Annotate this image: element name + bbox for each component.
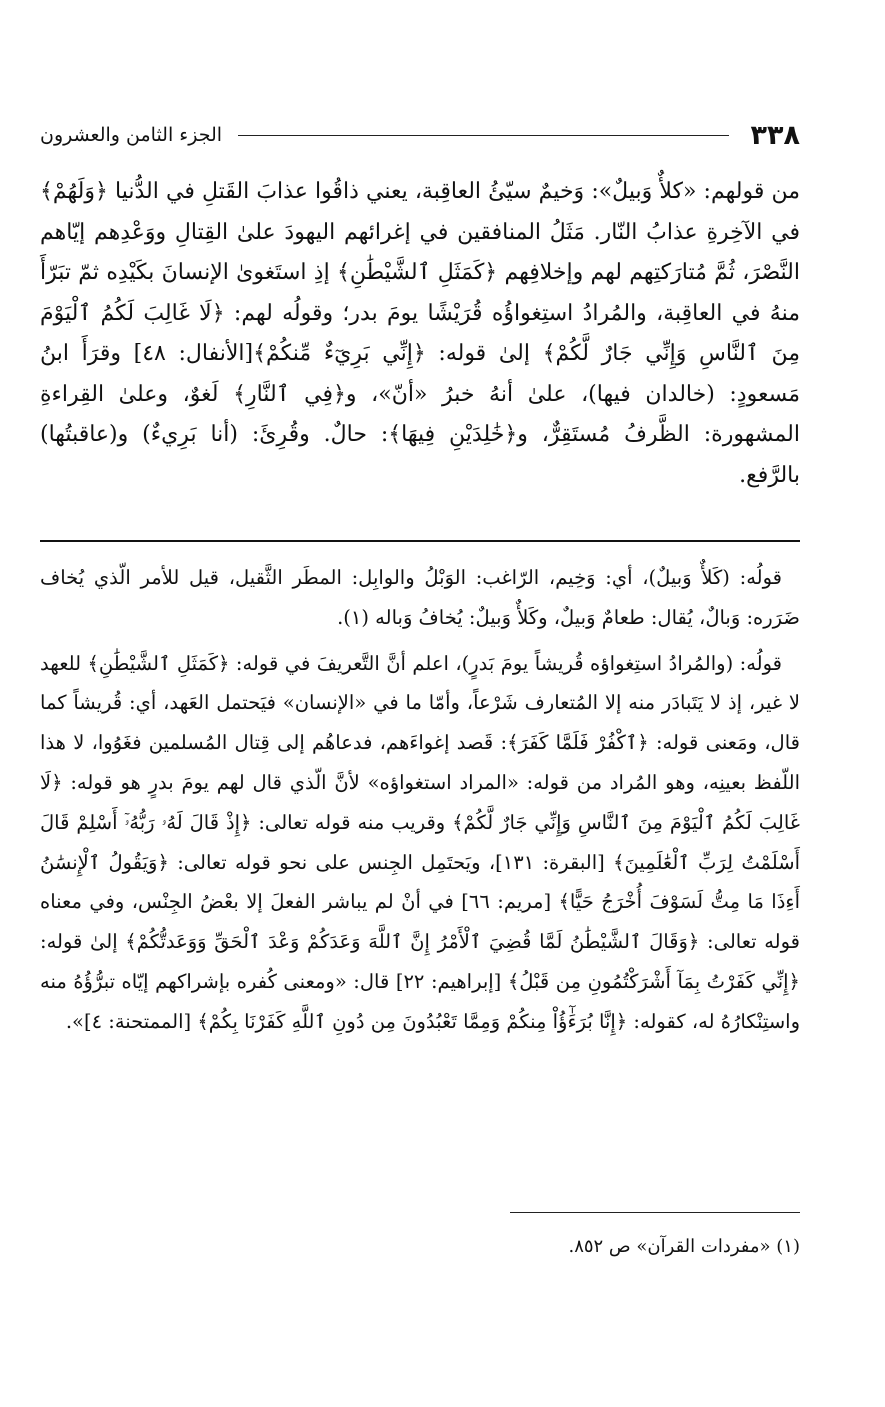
footnote: (١) «مفردات القرآن» ص ٨٥٢. [568,1236,800,1257]
main-text-block [40,172,800,496]
main-text-separator [40,540,800,542]
page-number: ٣٣٨ [750,119,800,151]
page-header [40,110,800,160]
commentary-block [40,558,800,1042]
main-text-paragraph: من قولهم: «كلأٌ وَبيلٌ»: وَخيمٌ سيّئُ العاقِبة، يعني ذاقُوا عذابَ القَتلِ في الدُّنيا ﴿وَلَهُمْ﴾ في الآخِرةِ عذابُ النّار. مَثَلُ المنافقين في إغرائهم اليهودَ علىٰ القِتالِ ووَعْدِهم إيّاهم النَّصْرَ، ثُمَّ مُتارَكتِهم لهم وإخلافِهم ﴿كَمَثَلِ ٱلشَّيْطَٰنِ﴾ إذِ استَغوىٰ الإنسانَ بكَيْدِه ثمّ تبَرّأَ منهُ في العاقِبة، والمُرادُ استِغواؤُه قُرَيْشًا يومَ بدر؛ وقولُه لهم: ﴿لَا غَالِبَ لَكُمُ ٱلْيَوْمَ مِنَ ٱلنَّاسِ وَإِنِّي جَارٌ لَّكُمْ﴾ إلىٰ قوله: ﴿إِنِّي بَرِيٓءٌ مِّنكُمْ﴾[الأنفال: ٤٨] وقرَأَ ابنُ مَسعودٍ: (خالدان فيها)، علىٰ أنهُ خبرُ «أنّ»، و﴿فِي ٱلنَّارِ﴾ لَغوٌ، وعلىٰ القِراءةِ المشهورة: الظَّرفُ مُستَقِرٌّ، و﴿خَٰلِدَيْنِ فِيهَا﴾: حالٌ. وقُرِئَ: (أنا بَرِيءٌ) و(عاقبتُها) بالرَّفع. [40,179,800,488]
header-rule [238,135,729,136]
footnote-separator [510,1212,800,1213]
running-title: الجزء الثامن والعشرون [40,124,223,146]
commentary-paragraph-2: قولُه: (والمُرادُ استِغواؤه قُريشاً يومَ بَدرٍ)، اعلم أنَّ التَّعريفَ في قوله: ﴿كَمَثَلِ ٱلشَّيْطَٰنِ﴾ للعهد لا غير، إذ لا يَتَبادَر منه إلا المُتعارف شَرْعاً، وأمّا ما في «الإنسان» فيَحتمل العَهد، أي: قُريشاً كما قال، ومَعنى قوله: ﴿ٱكْفُرْ فَلَمَّا كَفَرَ﴾: قَصد إغواءَهم، فدعاهُم إلى قِتال المُسلمين فغَوُوا، لا هذا اللّفظ بعينِه، وهو المُراد من قوله: «المراد استغواؤه» لأنَّ الّذي قال لهم يومَ بدرٍ هو قوله: ﴿لَا غَالِبَ لَكُمُ ٱلْيَوْمَ مِنَ ٱلنَّاسِ وَإِنِّي جَارٌ لَّكُمْ﴾ وقريب منه قوله تعالى: ﴿إِذْ قَالَ لَهُۥ رَبُّهُۥٓ أَسْلِمْ قَالَ أَسْلَمْتُ لِرَبِّ ٱلْعَٰلَمِينَ﴾ [البقرة: ١٣١]، ويَحتَمِل الجِنس على نحو قوله تعالى: ﴿وَيَقُولُ ٱلْإِنسَٰنُ أَءِذَا مَا مِتُّ لَسَوْفَ أُخْرَجُ حَيًّا﴾ [مريم: ٦٦] في أنْ لم يباشر الفعلَ إلا بعْضُ الجِنْس، وفي معناه قوله تعالى: ﴿وَقَالَ ٱلشَّيْطَٰنُ لَمَّا قُضِيَ ٱلْأَمْرُ إِنَّ ٱللَّهَ وَعَدَكُمْ وَعْدَ ٱلْحَقِّ وَوَعَدتُّكُمْ﴾ إلىٰ قوله: ﴿إِنِّي كَفَرْتُ بِمَآ أَشْرَكْتُمُونِ مِن قَبْلُ﴾ [إبراهيم: ٢٢] قال: «ومعنى كُفره بإشراكهم إيّاه تبرُّؤُهُ منه واستِنْكارُهُ له، كقوله: ﴿إِنَّا بُرَءَٰٓؤُاْ مِنكُمْ وَمِمَّا تَعْبُدُونَ مِن دُونِ ٱللَّهِ كَفَرْنَا بِكُمْ﴾ [الممتحنة: ٤]». [40,651,800,1033]
commentary-paragraph-1: قولُه: (كَلأٌ وَبيلٌ)، أي: وَخِيم، الرّاغب: الوَبْلُ والوابِل: المطَر الثَّقيل، قيل للأمر الّذي يُخاف ضَرَره: وَبالٌ، يُقال: طعامٌ وَبيلٌ، وكَلأٌ وَبيلٌ: يُخافُ وَباله (١). [40,566,800,629]
